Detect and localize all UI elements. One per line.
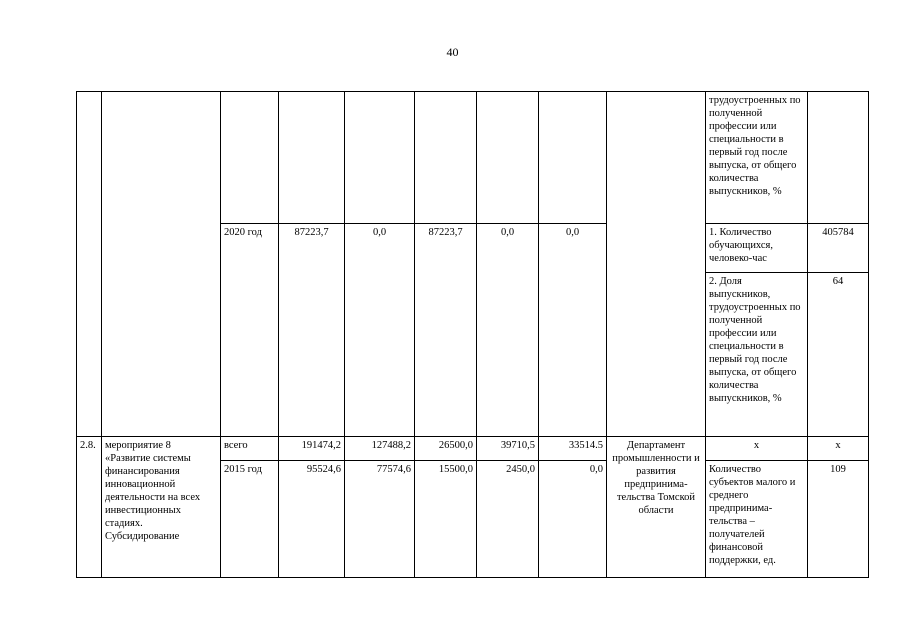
value-federal: 0,0 <box>345 224 415 437</box>
value-total: 95524,6 <box>279 461 345 578</box>
value-extrabudget: 0,0 <box>539 224 607 437</box>
period-label: 2020 год <box>221 224 279 437</box>
num-cell-empty <box>77 92 102 437</box>
value-extrabudget: 33514.5 <box>539 437 607 461</box>
indicator-text: трудоустроенных по полученной профессии или специальности в первый год после выпуска, от общего количества выпускников, % <box>706 92 808 224</box>
continuation-row <box>77 92 869 224</box>
value-total: 191474,2 <box>279 437 345 461</box>
indicator-value: х <box>808 437 869 461</box>
period-label: 2015 год <box>221 461 279 578</box>
indicator-text: 1. Количество обучающихся, человеко-час <box>706 224 808 273</box>
value-federal: 127488,2 <box>345 437 415 461</box>
period-label: всего <box>221 437 279 461</box>
value-regional: 26500,0 <box>415 437 477 461</box>
name-cell-empty <box>102 92 221 437</box>
item-number: 2.8. <box>77 437 102 578</box>
value-cell-empty <box>477 92 539 224</box>
value-local: 2450,0 <box>477 461 539 578</box>
indicator-text: х <box>706 437 808 461</box>
item-name: мероприятие 8 «Развитие системы финансирования инновационной деятельности на всех инвестиционных стадиях. Субсидирование <box>102 437 221 578</box>
executor: Департамент промышленности и развития предпринима-тельства Томской области <box>607 437 706 578</box>
period-cell-empty <box>221 92 279 224</box>
value-local: 39710,5 <box>477 437 539 461</box>
item-2-8-total-row <box>77 437 869 461</box>
page-number: 40 <box>446 45 459 59</box>
indicator-value: 405784 <box>808 224 869 273</box>
value-regional: 15500,0 <box>415 461 477 578</box>
value-cell-empty <box>539 92 607 224</box>
indicator-value-empty <box>808 92 869 224</box>
indicator-value: 64 <box>808 273 869 437</box>
value-cell-empty <box>415 92 477 224</box>
value-cell-empty <box>345 92 415 224</box>
value-cell-empty <box>279 92 345 224</box>
program-table <box>76 91 869 578</box>
indicator-text: Количество субъектов малого и среднего предпринима-тельства – получателей финансовой поддержки, ед. <box>706 461 808 578</box>
executor-cell-empty <box>607 92 706 437</box>
value-local: 0,0 <box>477 224 539 437</box>
value-federal: 77574,6 <box>345 461 415 578</box>
indicator-text: 2. Доля выпускников, трудоустроенных по полученной профессии или специальности в первый год после выпуска, от общего количества выпускников, % <box>706 273 808 437</box>
indicator-value: 109 <box>808 461 869 578</box>
value-extrabudget: 0,0 <box>539 461 607 578</box>
value-total: 87223,7 <box>279 224 345 437</box>
value-regional: 87223,7 <box>415 224 477 437</box>
